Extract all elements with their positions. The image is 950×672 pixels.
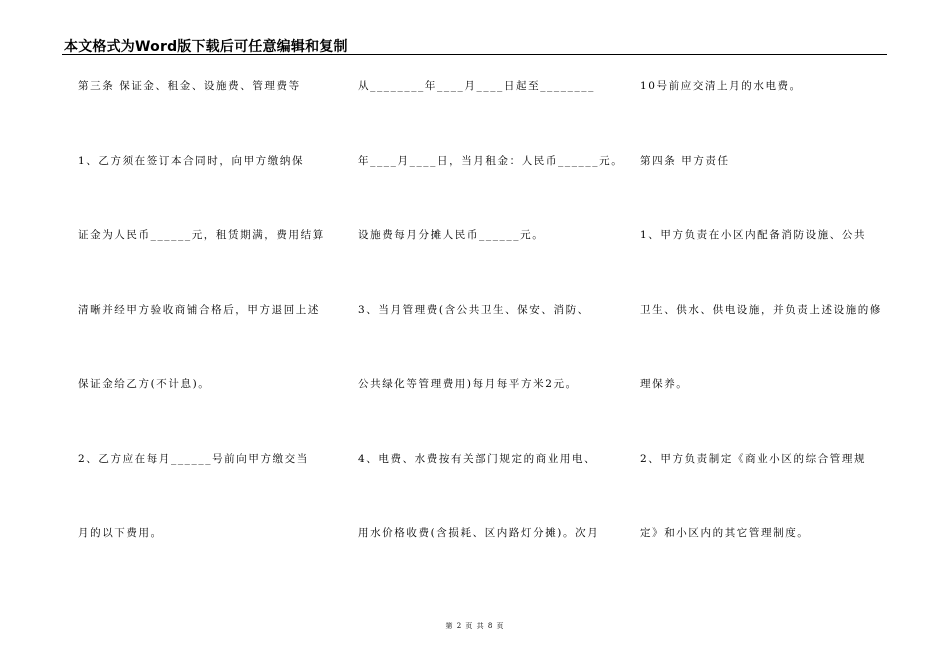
- text-line: 证金为人民币______元，租赁期满，费用结算: [78, 229, 325, 241]
- text-column-2: [358, 72, 624, 594]
- text-line: 2、甲方负责制定《商业小区的综合管理规: [640, 452, 867, 465]
- text-line: 2、乙方应在每月______号前向甲方缴交当: [78, 452, 309, 465]
- text-line: 第三条 保证金、租金、设施费、管理费等: [78, 80, 301, 92]
- text-line: 保证金给乙方(不计息)。: [78, 378, 211, 390]
- text-line: 1、甲方负责在小区内配备消防设施、公共: [640, 229, 867, 241]
- text-line: 4、电费、水费按有关部门规定的商业用电、: [358, 452, 597, 465]
- text-line: 设施费每月分摊人民币______元。: [358, 229, 545, 241]
- text-line: 从________年____月____日起至________: [358, 80, 595, 92]
- text-line: 10号前应交清上月的水电费。: [640, 80, 802, 92]
- text-column-3: [640, 72, 890, 594]
- document-header-title: 本文格式为Word版下载后可任意编辑和复制: [64, 39, 348, 55]
- header-divider: [62, 54, 887, 55]
- page-number: 第 2 页 共 8 页: [445, 622, 505, 630]
- text-line: 用水价格收费(含损耗、区内路灯分摊)。次月: [358, 527, 600, 539]
- text-line: 第四条 甲方责任: [640, 154, 730, 167]
- text-line: 定》和小区内的其它管理制度。: [640, 527, 810, 539]
- text-column-1: [78, 72, 328, 594]
- text-line: 理保养。: [640, 378, 689, 390]
- text-line: 3、当月管理费(含公共卫生、保安、消防、: [358, 303, 590, 316]
- text-line: 卫生、供水、供电设施，并负责上述设施的修: [640, 303, 882, 316]
- text-line: 公共绿化等管理费用)每月每平方米2元。: [358, 378, 578, 390]
- text-line: 年____月____日，当月租金：人民币______元。: [358, 154, 624, 167]
- text-line: 1、乙方须在签订本合同时，向甲方缴纳保: [78, 154, 305, 167]
- text-line: 月的以下费用。: [78, 527, 163, 539]
- text-line: 清晰并经甲方验收商铺合格后，甲方退回上述: [78, 303, 320, 316]
